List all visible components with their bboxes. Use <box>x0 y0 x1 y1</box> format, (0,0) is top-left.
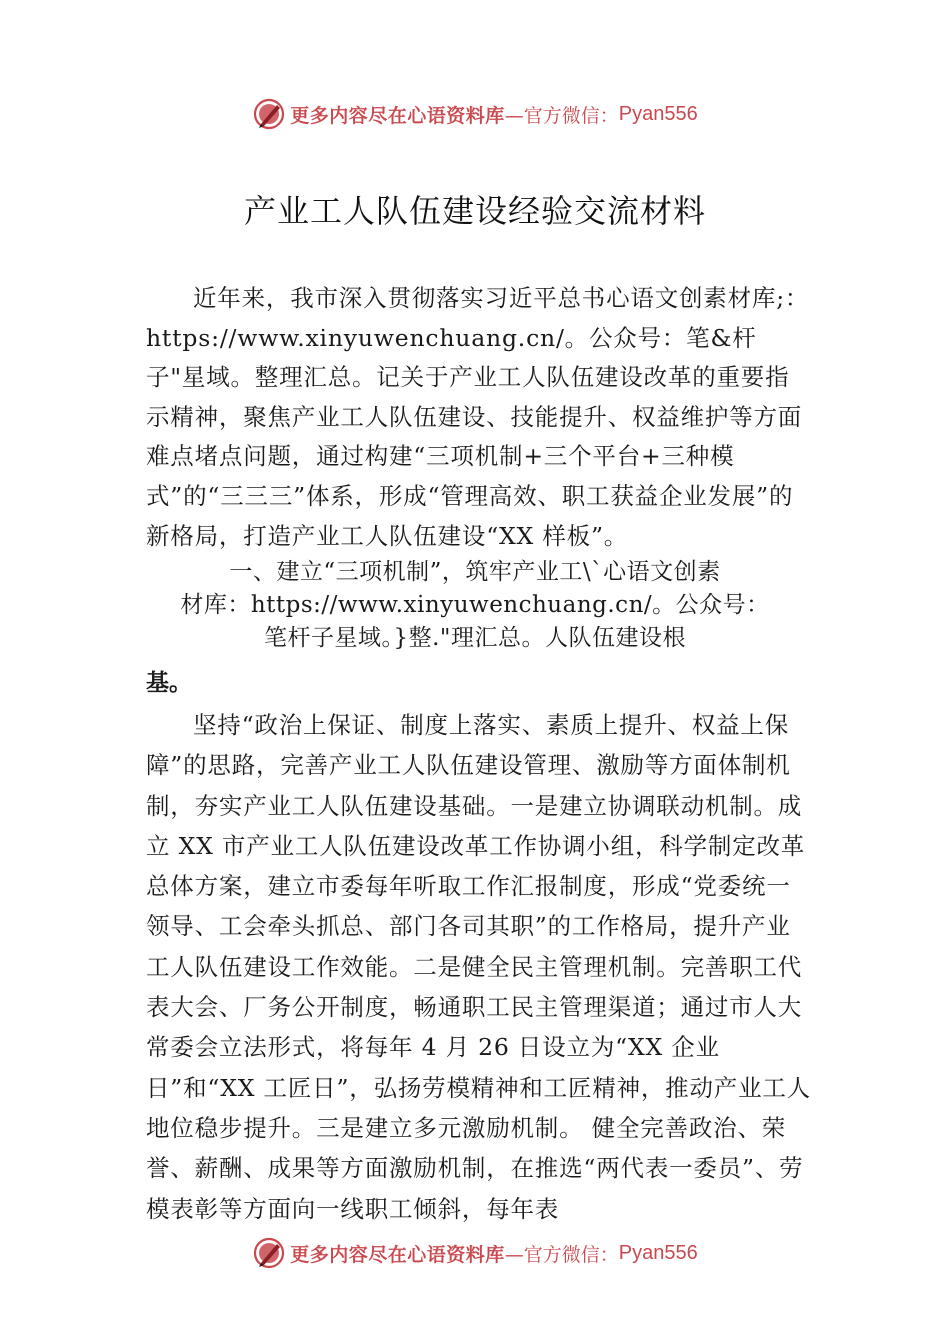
section1-heading-tail: 基。 <box>146 670 192 696</box>
section1-heading-line3: 笔杆子星域。}整."理汇总。人队伍建设根 <box>263 625 687 651</box>
section1-heading-line2: 材库：https://www.xinyuwenchuang.cn/。公众号： <box>180 592 770 618</box>
footer-banner <box>0 1233 950 1273</box>
section1-body-paragraph: 坚持“政治上保证、制度上落实、素质上提升、权益上保障”的思路，完善产业工人队伍建设管理、激励等方面体制机制，夯实产业工人队伍建设基础。一是建立协调联动机制。成立 XX 市产业工人队伍建设改革工作协调小组，科学制定改革总体方案，建立市委每年听取工作汇报制度，形成“党委统一领导、工会牵头抓总、部门各司其职”的工作格局，提升产业工人队伍建设工作效能。二是健全民主管理机制。完善职工代表大会、厂务公开制度，畅通职工民主管理渠道；通过市人大常委会立法形式，将每年 4 月 26 日设立为“XX 企业日”和“XX 工匠日”，弘扬劳模精神和工匠精神，推动产业工人地位稳步提升。三是建立多元激励机制。 健全完善政治、荣誉、薪酬、成果等方面激励机制，在推选“两代表一委员”、劳模表彰等方面向一线职工倾斜，每年表 <box>146 711 811 1223</box>
section1-heading-line1: 一、建立“三项机制”，筑牢产业工\`心语文创素 <box>229 559 721 585</box>
header-banner <box>0 94 950 134</box>
pen-seal-logo-icon <box>252 1236 286 1270</box>
banner-wechat-id: Pyan556 <box>618 1241 698 1264</box>
banner-sub-text: —官方微信： <box>504 104 619 127</box>
banner-main-text: 更多内容尽在心语资料库 <box>290 1243 505 1266</box>
intro-paragraph: 近年来，我市深入贯彻落实习近平总书心语文创素材库;：https://www.xinyuwenchuang.cn/。公众号：笔&杆子"星域。整理汇总。记关于产业工人队伍建设改革的重要指示精神，聚焦产业工人队伍建设、技能提升、权益维护等方面难点堵点问题，通过构建“三项机制+三个平台+三种模式”的“三三三”体系，形成“管理高效、职工获益企业发展”的新格局，打造产业工人队伍建设“XX 样板”。 <box>146 284 810 550</box>
banner-sub-text: —官方微信： <box>504 1243 619 1266</box>
document-title: 产业工人队伍建设经验交流材料 <box>243 192 706 230</box>
banner-wechat-id: Pyan556 <box>618 102 698 125</box>
banner-main-text: 更多内容尽在心语资料库 <box>290 104 505 127</box>
pen-seal-logo-icon <box>252 97 286 131</box>
